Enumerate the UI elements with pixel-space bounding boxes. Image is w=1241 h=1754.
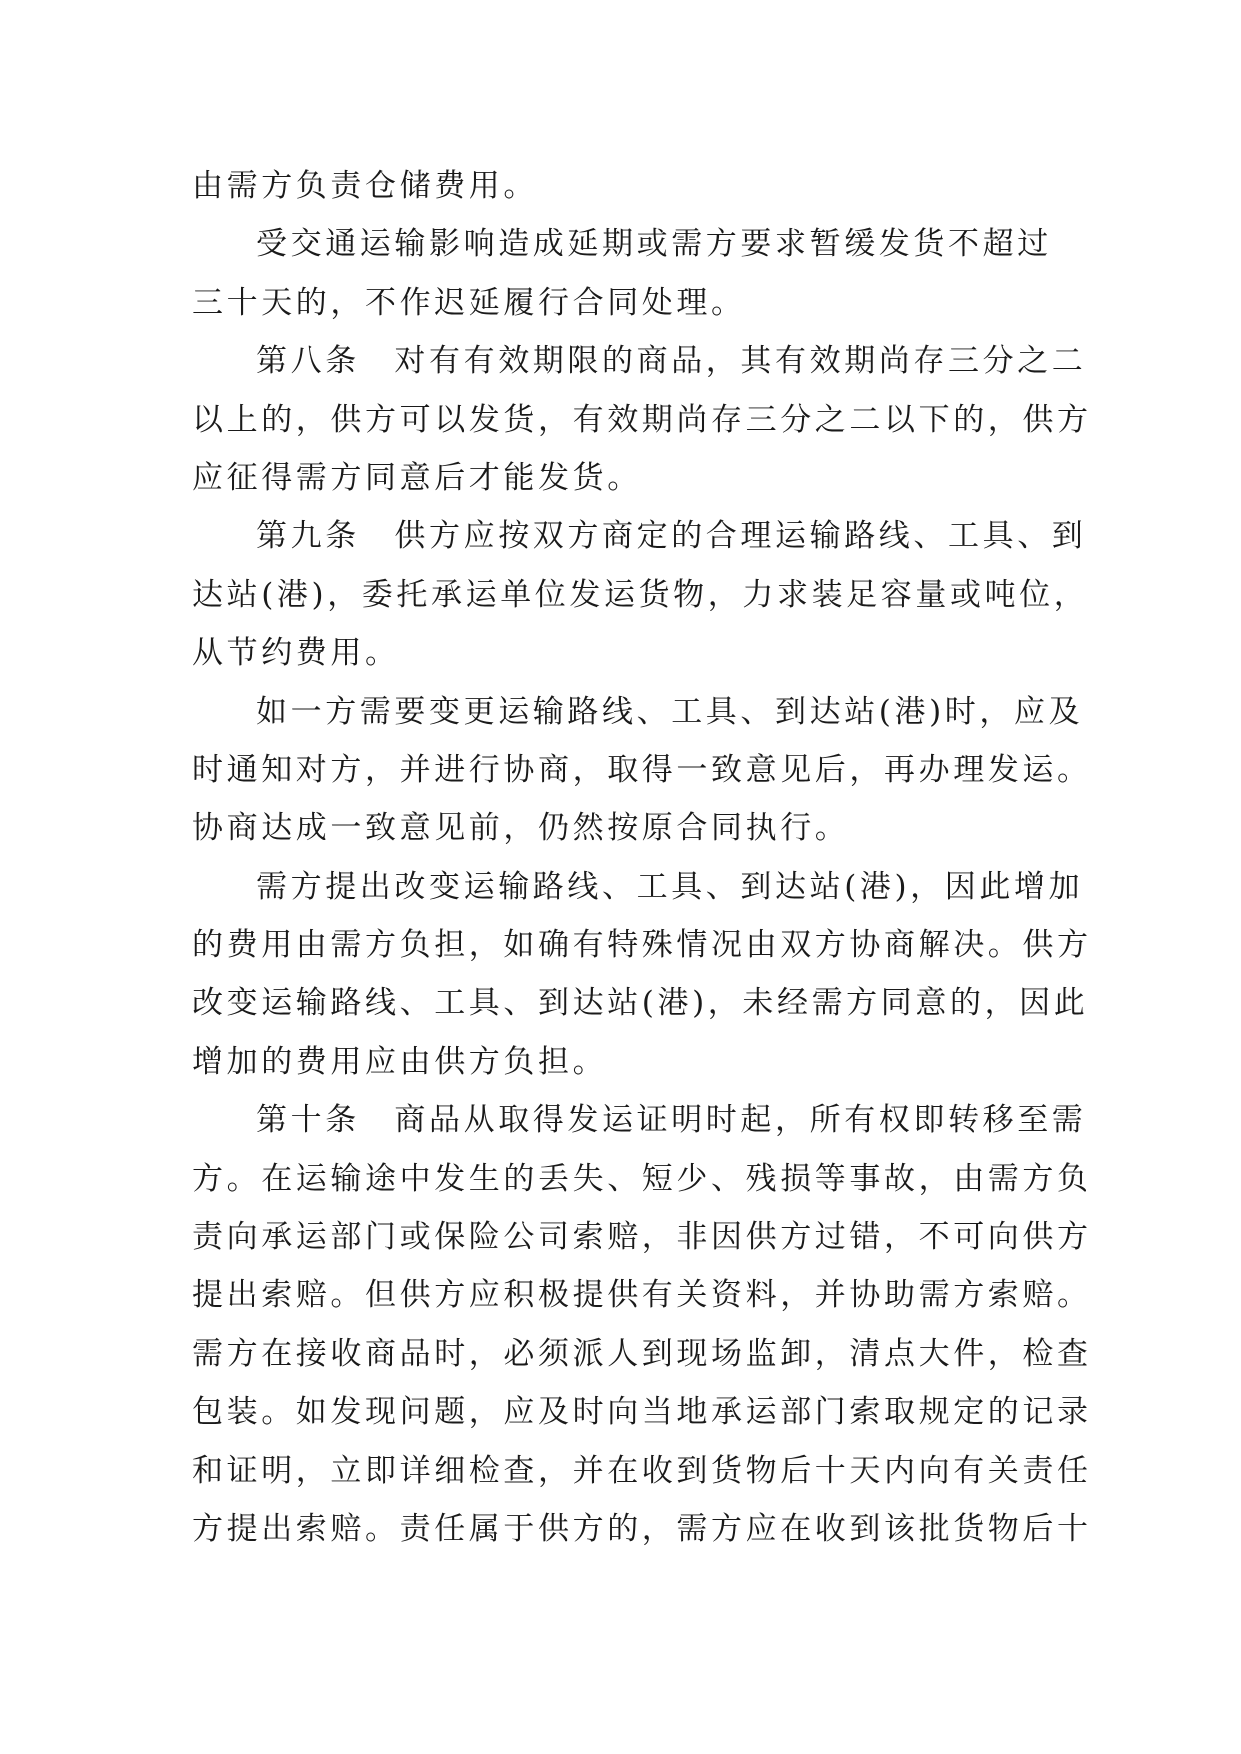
text-line: 需方在接收商品时，必须派人到现场监卸，清点大件，检查 [192, 1335, 1092, 1372]
text-line: 达站(港)，委托承运单位发运货物，力求装足容量或吨位， [192, 576, 1089, 613]
text-line: 第八条 对有有效期限的商品，其有效期尚存三分之二 [256, 343, 1087, 380]
text-line: 第九条 供方应按双方商定的合理运输路线、工具、到 [256, 518, 1087, 555]
text-line: 改变运输路线、工具、到达站(港)，未经需方同意的，因此 [192, 985, 1089, 1022]
text-line: 从节约费用。 [192, 635, 400, 672]
text-line: 方提出索赔。责任属于供方的，需方应在收到该批货物后十 [192, 1510, 1092, 1547]
text-line: 如一方需要变更运输路线、工具、到达站(港)时，应及 [256, 693, 1084, 730]
text-line: 受交通运输影响造成延期或需方要求暂缓发货不超过 [256, 226, 1052, 263]
document-body [192, 157, 1092, 1558]
text-line: 以上的，供方可以发货，有效期尚存三分之二以下的，供方 [192, 401, 1092, 438]
text-line: 的费用由需方负担，如确有特殊情况由双方协商解决。供方 [192, 927, 1092, 964]
text-line: 由需方负责仓储费用。 [192, 168, 538, 204]
text-line: 时通知对方，并进行协商，取得一致意见后，再办理发运。 [192, 751, 1092, 788]
text-line: 协商达成一致意见前，仍然按原合同执行。 [192, 810, 850, 847]
text-line: 需方提出改变运输路线、工具、到达站(港)，因此增加 [256, 868, 1084, 905]
text-line: 责向承运部门或保险公司索赔，非因供方过错，不可向供方 [192, 1219, 1092, 1256]
text-line: 方。在运输途中发生的丢失、短少、残损等事故，由需方负 [192, 1160, 1092, 1197]
text-line: 三十天的，不作迟延履行合同处理。 [192, 284, 746, 321]
text-line: 增加的费用应由供方负担。 [192, 1043, 608, 1080]
text-line: 包装。如发现问题，应及时向当地承运部门索取规定的记录 [192, 1394, 1092, 1431]
text-line: 第十条 商品从取得发运证明时起，所有权即转移至需 [256, 1102, 1087, 1139]
text-line: 和证明，立即详细检查，并在收到货物后十天内向有关责任 [192, 1452, 1092, 1489]
text-line: 应征得需方同意后才能发货。 [192, 459, 642, 496]
text-line: 提出索赔。但供方应积极提供有关资料，并协助需方索赔。 [192, 1277, 1092, 1314]
